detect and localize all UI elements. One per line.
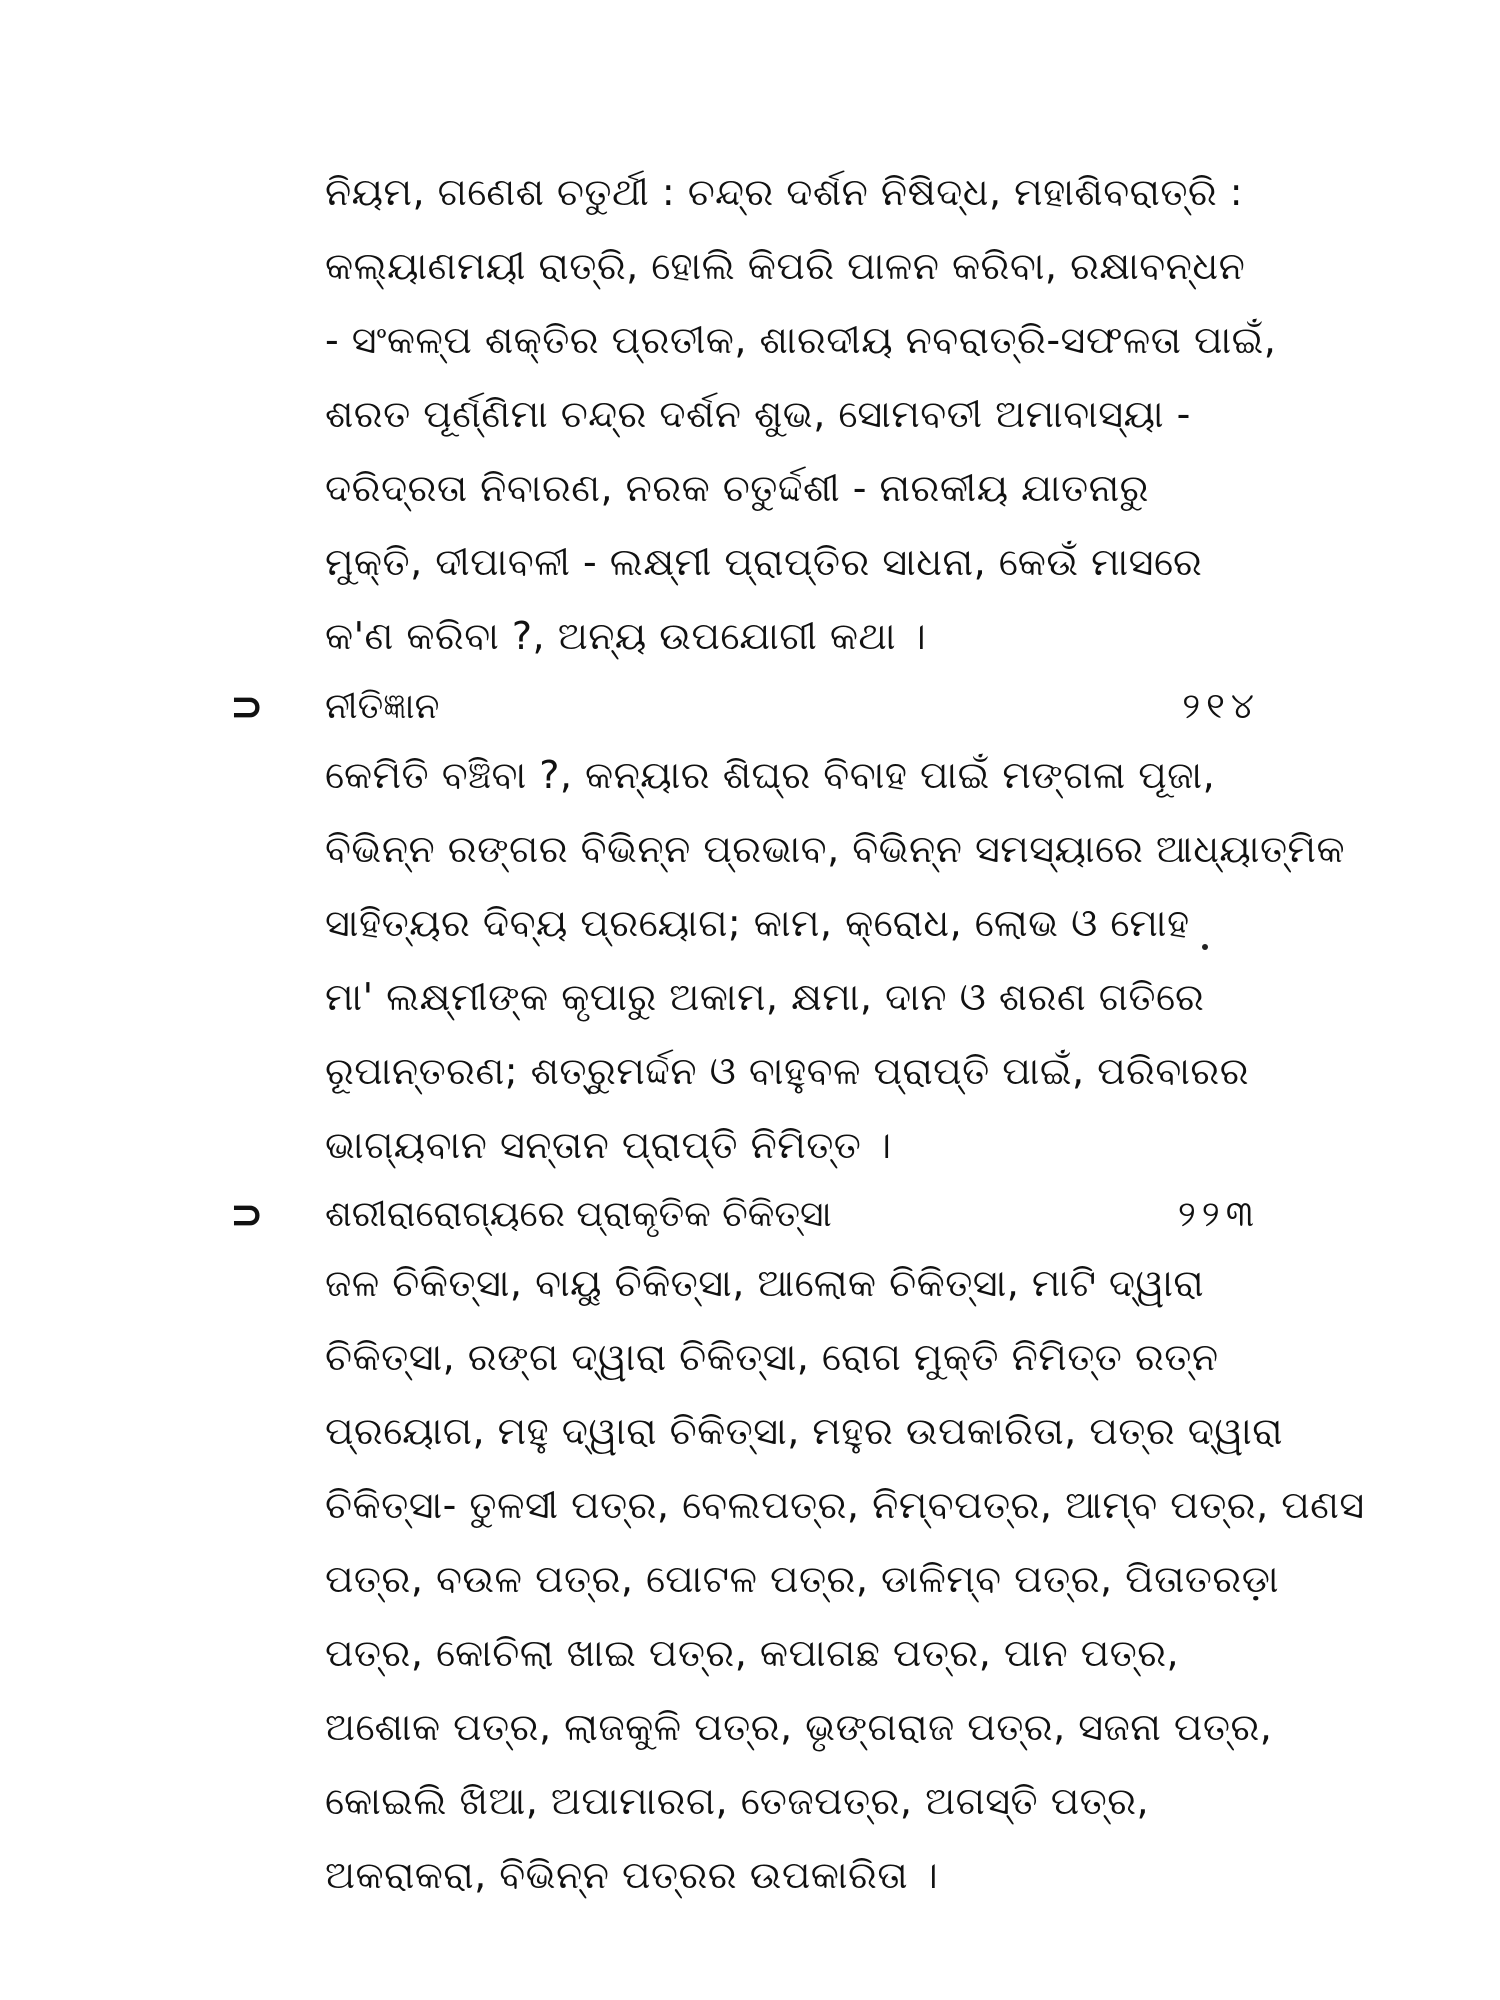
section-line: ଜଳ ଚିକିତ୍ସା, ବାୟୁ ଚିକିତ୍ସା, ଆଲୋକ ଚିକିତ୍ସା, ମାଟି ଦ୍ୱାରା <box>325 1261 1205 1305</box>
section-heading <box>230 670 1260 744</box>
section-line: କେମିତି ବଞ୍ଚିବା ?, କନ୍ୟାର ଶିଘ୍ର ବିବାହ ପାଇଁ ମଙ୍ଗଳା ପୂଜା, <box>325 753 1216 797</box>
section-line: ପ୍ରୟୋଗ, ମହୁ ଦ୍ୱାରା ଚିକିତ୍ସା, ମହୁର ଉପକାରିତା, ପତ୍ର ଦ୍ୱାରା <box>325 1409 1283 1453</box>
intro-line: କଲ୍ୟାଣମୟୀ ରାତ୍ରି, ହୋଲି କିପରି ପାଳନ କରିବା, ରକ୍ଷାବନ୍ଧନ <box>325 244 1246 288</box>
print-speck <box>1202 944 1208 950</box>
intro-line: ନିୟମ, ଗଣେଶ ଚତୁର୍ଥୀ : ଚନ୍ଦ୍ର ଦର୍ଶନ ନିଷିଦ୍ଧ, ମହାଶିବରାତ୍ରି : <box>325 170 1244 214</box>
intro-line: ଶରତ ପୂର୍ଣ୍ଣିମା ଚନ୍ଦ୍ର ଦର୍ଶନ ଶୁଭ, ସୋମବତୀ ଅମାବାସ୍ୟା - <box>325 392 1191 436</box>
intro-line: ଦରିଦ୍ରତା ନିବାରଣ, ନରକ ଚତୁର୍ଦ୍ଦଶୀ - ନାରକୀୟ ଯାତନାରୁ <box>325 466 1149 510</box>
section-line: ପତ୍ର, ବଉଳ ପତ୍ର, ପୋଟଳ ପତ୍ର, ଡାଳିମ୍ବ ପତ୍ର, ପିତାତରଡ଼ା <box>325 1557 1280 1601</box>
section-heading <box>230 1178 1260 1252</box>
section-line: ଚିକିତ୍ସା- ତୁଳସୀ ପତ୍ର, ବେଲପତ୍ର, ନିମ୍ବପତ୍ର, ଆମ୍ବ ପତ୍ର, ପଣସ <box>325 1483 1365 1527</box>
intro-line: ମୁକ୍ତି, ଦୀପାବଳୀ - ଲକ୍ଷ୍ମୀ ପ୍ରାପ୍ତିର ସାଧନା, କେଉଁ ମାସରେ <box>325 540 1203 584</box>
intro-line: - ସଂକଳ୍ପ ଶକ୍ତିର ପ୍ରତୀକ, ଶାରଦୀୟ ନବରାତ୍ରି-ସଫଳତା ପାଇଁ, <box>325 318 1277 362</box>
section-line: ପତ୍ର, କୋଚିଲା ଖାଇ ପତ୍ର, କପାଗଛ ପତ୍ର, ପାନ ପତ୍ର, <box>325 1631 1180 1675</box>
section-line: ରୂପାନ୍ତରଣ; ଶତ୍ରୁମର୍ଦ୍ଦନ ଓ ବାହୁବଳ ପ୍ରାପ୍ତି ପାଇଁ, ପରିବାରର <box>325 1049 1250 1093</box>
section-line: ମା' ଲକ୍ଷ୍ମୀଙ୍କ କୃପାରୁ ଅକାମ, କ୍ଷମା, ଦାନ ଓ ଶରଣ ଗତିରେ <box>325 975 1205 1019</box>
section-line: ଅଶୋକ ପତ୍ର, ଲାଜକୁଳି ପତ୍ର, ଭୃଙ୍ଗରାଜ ପତ୍ର, ସଜନା ପତ୍ର, <box>325 1705 1273 1749</box>
section-line: ବିଭିନ୍ନ ରଙ୍ଗର ବିଭିନ୍ନ ପ୍ରଭାବ, ବିଭିନ୍ନ ସମସ୍ୟାରେ ଆଧ୍ୟାତ୍ମିକ <box>325 827 1346 871</box>
section-line: କୋଇଲି ଖିଆ, ଅପାମାରଗ, ତେଜପତ୍ର, ଅଗସ୍ତି ପତ୍ର, <box>325 1779 1150 1823</box>
intro-line: କ'ଣ କରିବା ?, ଅନ୍ୟ ଉପଯୋଗୀ କଥା । <box>325 614 927 658</box>
section-title: ଶରୀରାରୋଗ୍ୟରେ ପ୍ରାକୃତିକ ଚିକିତ୍ସା <box>325 1194 832 1235</box>
bullet-icon: ⊃ <box>230 1192 264 1238</box>
section-line: ଚିକିତ୍ସା, ରଙ୍ଗ ଦ୍ୱାରା ଚିକିତ୍ସା, ରୋଗ ମୁକ୍ତି ନିମିତ୍ତ ରତ୍ନ <box>325 1335 1219 1379</box>
page-number: ୨୧୪ <box>1182 686 1260 727</box>
section-title: ନୀତିଜ୍ଞାନ <box>325 686 440 727</box>
section-line: ସାହିତ୍ୟର ଦିବ୍ୟ ପ୍ରୟୋଗ; କାମ, କ୍ରୋଧ, ଲୋଭ ଓ ମୋହ <box>325 901 1190 945</box>
section-line: ଅକରାକରା, ବିଭିନ୍ନ ପତ୍ରର ଉପକାରିତା । <box>325 1853 939 1897</box>
page-number: ୨୨୩ <box>1177 1194 1260 1235</box>
bullet-icon: ⊃ <box>230 684 264 730</box>
section-line: ଭାଗ୍ୟବାନ ସନ୍ତାନ ପ୍ରାପ୍ତି ନିମିତ୍ତ । <box>325 1123 892 1167</box>
